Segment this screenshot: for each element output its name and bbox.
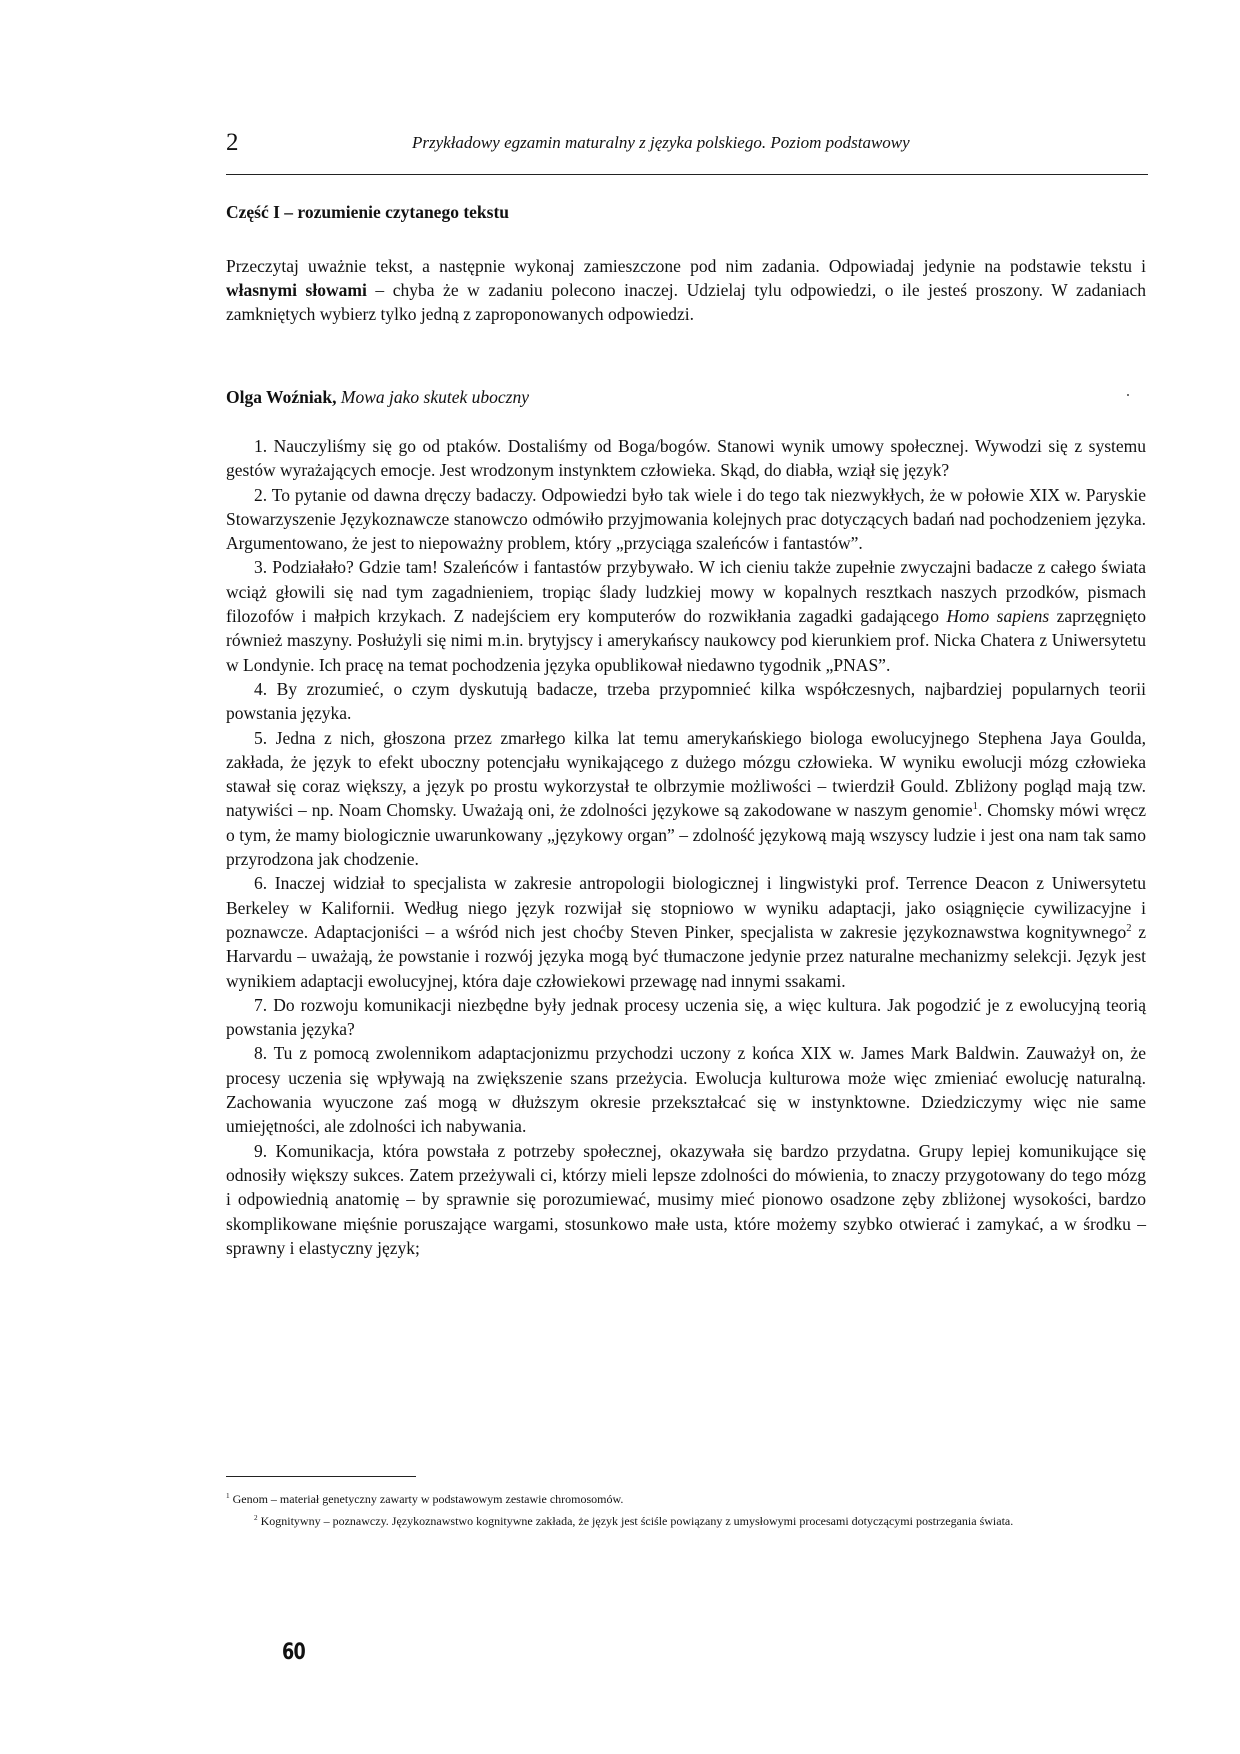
paragraph-3-text-a: 3. Podziałało? Gdzie tam! Szaleńców i fantastów przybywało. W ich cieniu także zupełnie zwyczajni badacze z całego świata wciąż głowili się nad tym zagadnieniem, tropiąc ślady ludzkiej mowy w kopalnych resztkach naszych przodków, pismach filozofów i małpich krzykach. Z nadejściem ery komputerów do rozwikłania zagadki gadającego xyxy=(226,557,1146,627)
paragraph-6-text-a: 6. Inaczej widział to specjalista w zakresie antropologii biologicznej i lingwistyki prof. Terrence Deacon z Uniwersytetu Berkeley w Kalifornii. Według niego język rozwijał się stopniowo w wyniku adaptacji, jako osiągnięcie cywilizacyjne i poznawcze. Adaptacjoniści – a wśród nich jest choćby Steven Pinker, specjalista w zakresie językoznawstwa kognitywnego xyxy=(226,873,1146,942)
paragraph-6-text-b: z Harvardu – uważają, że powstanie i rozwój języka mogą być tłumaczone jedynie przez naturalne mechanizmy selekcji. Język jest wynikiem adaptacji ewolucyjnej, która daje człowiekowi przewagę nad innymi ssakami. xyxy=(226,921,1146,991)
instructions xyxy=(226,254,1146,326)
running-header xyxy=(226,128,1148,158)
section-title: Część I – rozumienie czytanego tekstu xyxy=(226,202,510,222)
footnotes xyxy=(226,1488,1156,1532)
instructions-text-1: Przeczytaj uważnie tekst, a następnie wykonaj zamieszczone pod nim zadania. Odpowiadaj jedynie na podstawie tekstu i xyxy=(226,256,1146,276)
header-title: Przykładowy egzamin maturalny z języka polskiego. Poziom podstawowy xyxy=(412,133,910,152)
footnote-2-mark: 2 xyxy=(254,1514,258,1522)
article-byline xyxy=(226,385,529,409)
paragraph-4: 4. By zrozumieć, o czym dyskutują badacze, trzeba przypomnieć kilka współczesnych, najbardziej popularnych teorii powstania języka. xyxy=(226,678,1146,724)
paragraph-1: 1. Nauczyliśmy się go od ptaków. Dostaliśmy od Boga/bogów. Stanowi wynik umowy społecznej. Wywodzi się z systemu gestów wyrażających emocje. Jest wrodzonym instynktem człowieka. Skąd, do diabła, wziął się język? xyxy=(226,436,1146,481)
paragraph-7: 7. Do rozwoju komunikacji niezbędne były jednak procesy uczenia się, a więc kultura. Jak pogodzić je z ewolucyjną teorią powstania języka? xyxy=(226,994,1146,1040)
footnote-divider xyxy=(226,1476,416,1477)
paragraph-5-text-a: 5. Jedna z nich, głoszona przez zmarłego kilka lat temu amerykańskiego biologa ewolucyjnego Stephena Jaya Goulda, zakłada, że język to efekt uboczny potencjału wynikającego z dużego mózgu człowieka. W wyniku ewolucji mózg człowieka stawał się coraz większy, a język po prostu wykorzystał te olbrzymie możliwości – twierdził Gould. Zbliżony pogląd mają tzw. natywiści – np. Noam Chomsky. Uważają oni, że zdolności językowe są zakodowane w naszym genomie xyxy=(226,727,1146,821)
paragraph-3-italic: Homo sapiens xyxy=(946,606,1050,627)
footnote-1-mark: 1 xyxy=(226,1492,230,1500)
instructions-bold: własnymi słowami xyxy=(226,280,367,300)
footnote-ref-1: 1 xyxy=(972,801,978,813)
folio-page-number: 60 xyxy=(282,1640,305,1665)
paragraph-9: 9. Komunikacja, która powstała z potrzeby społecznej, okazywała się bardzo przydatna. Grupy lepiej komunikujące się odnosiły większy sukces. Zatem przeżywali ci, którzy mieli lepsze zdolności do mówienia, to znaczy przygotowany do tego mózg i odpowiednią anatomię – by sprawnie się porozumiewać, musimy mieć pionowo osadzone zęby zbliżonej wysokości, bardzo skomplikowane mięśnie poruszające wargami, stosunkowo małe usta, które możemy szybko otwierać i zamykać, a w środku – sprawny i elastyczny język; xyxy=(226,1140,1146,1258)
paragraph-8: 8. Tu z pomocą zwolennikom adaptacjonizmu przychodzi uczony z końca XIX w. James Mark Baldwin. Zauważył on, że procesy uczenia się wpływają na zwiększenie szans przeżycia. Ewolucja kulturowa może więc zmieniać ewolucję naturalną. Zachowania wyuczone zaś mogą w dłuższym okresie przekształcać się w instynktowne. Dziedziczymy więc nie same umiejętności, ale zdolności ich nabywania. xyxy=(226,1043,1146,1137)
article-author: Olga Woźniak, xyxy=(226,387,337,407)
scan-artifact xyxy=(1127,394,1129,396)
footnote-1 xyxy=(226,1488,1156,1510)
footnote-ref-2: 2 xyxy=(1126,923,1132,935)
paragraph-5-text-b: . Chomsky mówi wręcz o tym, że mamy biologicznie uwarunkowany „językowy organ” – zdolność językową mają wszyscy ludzie i jest ona nam tak samo przyrodzona jak chodzenie. xyxy=(226,800,1146,870)
instructions-text-2: – chyba że w zadaniu polecono inaczej. Udzielaj tylu odpowiedzi, o ile jesteś proszony. W zadaniach zamkniętych wybierz tylko jedną z zaproponowanych odpowiedzi. xyxy=(226,280,1147,324)
article-title: Mowa jako skutek uboczny xyxy=(340,387,529,407)
paragraph-5 xyxy=(226,726,1146,872)
footnote-2 xyxy=(226,1510,1156,1532)
paragraph-2: 2. To pytanie od dawna dręczy badaczy. Odpowiedzi było tak wiele i do tego tak niezwykłych, że w połowie XIX w. Paryskie Stowarzyszenie Językoznawcze stanowczo odmówiło przyjmowania kolejnych prac dotyczących badań nad pochodzeniem języka. Argumentowano, że jest to niepoważny problem, który „przyciąga szaleńców i fantastów”. xyxy=(226,484,1146,554)
paragraph-6 xyxy=(226,871,1146,992)
header-page-number: 2 xyxy=(226,129,239,156)
article-body xyxy=(226,434,1146,1260)
paragraph-3 xyxy=(226,555,1146,676)
footnote-2-text: Kognitywny – poznawczy. Językoznawstwo kognitywne zakłada, że język jest ściśle powiązany z umysłowymi procesami dotyczącymi postrzegania świata. xyxy=(260,1514,1014,1528)
paragraph-3-text-b: zaprzęgnięto również maszyny. Posłużyli się nimi m.in. brytyjscy i amerykańscy naukowcy pod kierunkiem prof. Nicka Chatera z Uniwersytetu w Londynie. Ich pracę na temat pochodzenia języka opublikował niedawno tygodnik „PNAS”. xyxy=(226,606,1146,675)
footnote-1-text: Genom – materiał genetyczny zawarty w podstawowym zestawie chromosomów. xyxy=(232,1492,624,1506)
header-divider xyxy=(226,174,1148,175)
